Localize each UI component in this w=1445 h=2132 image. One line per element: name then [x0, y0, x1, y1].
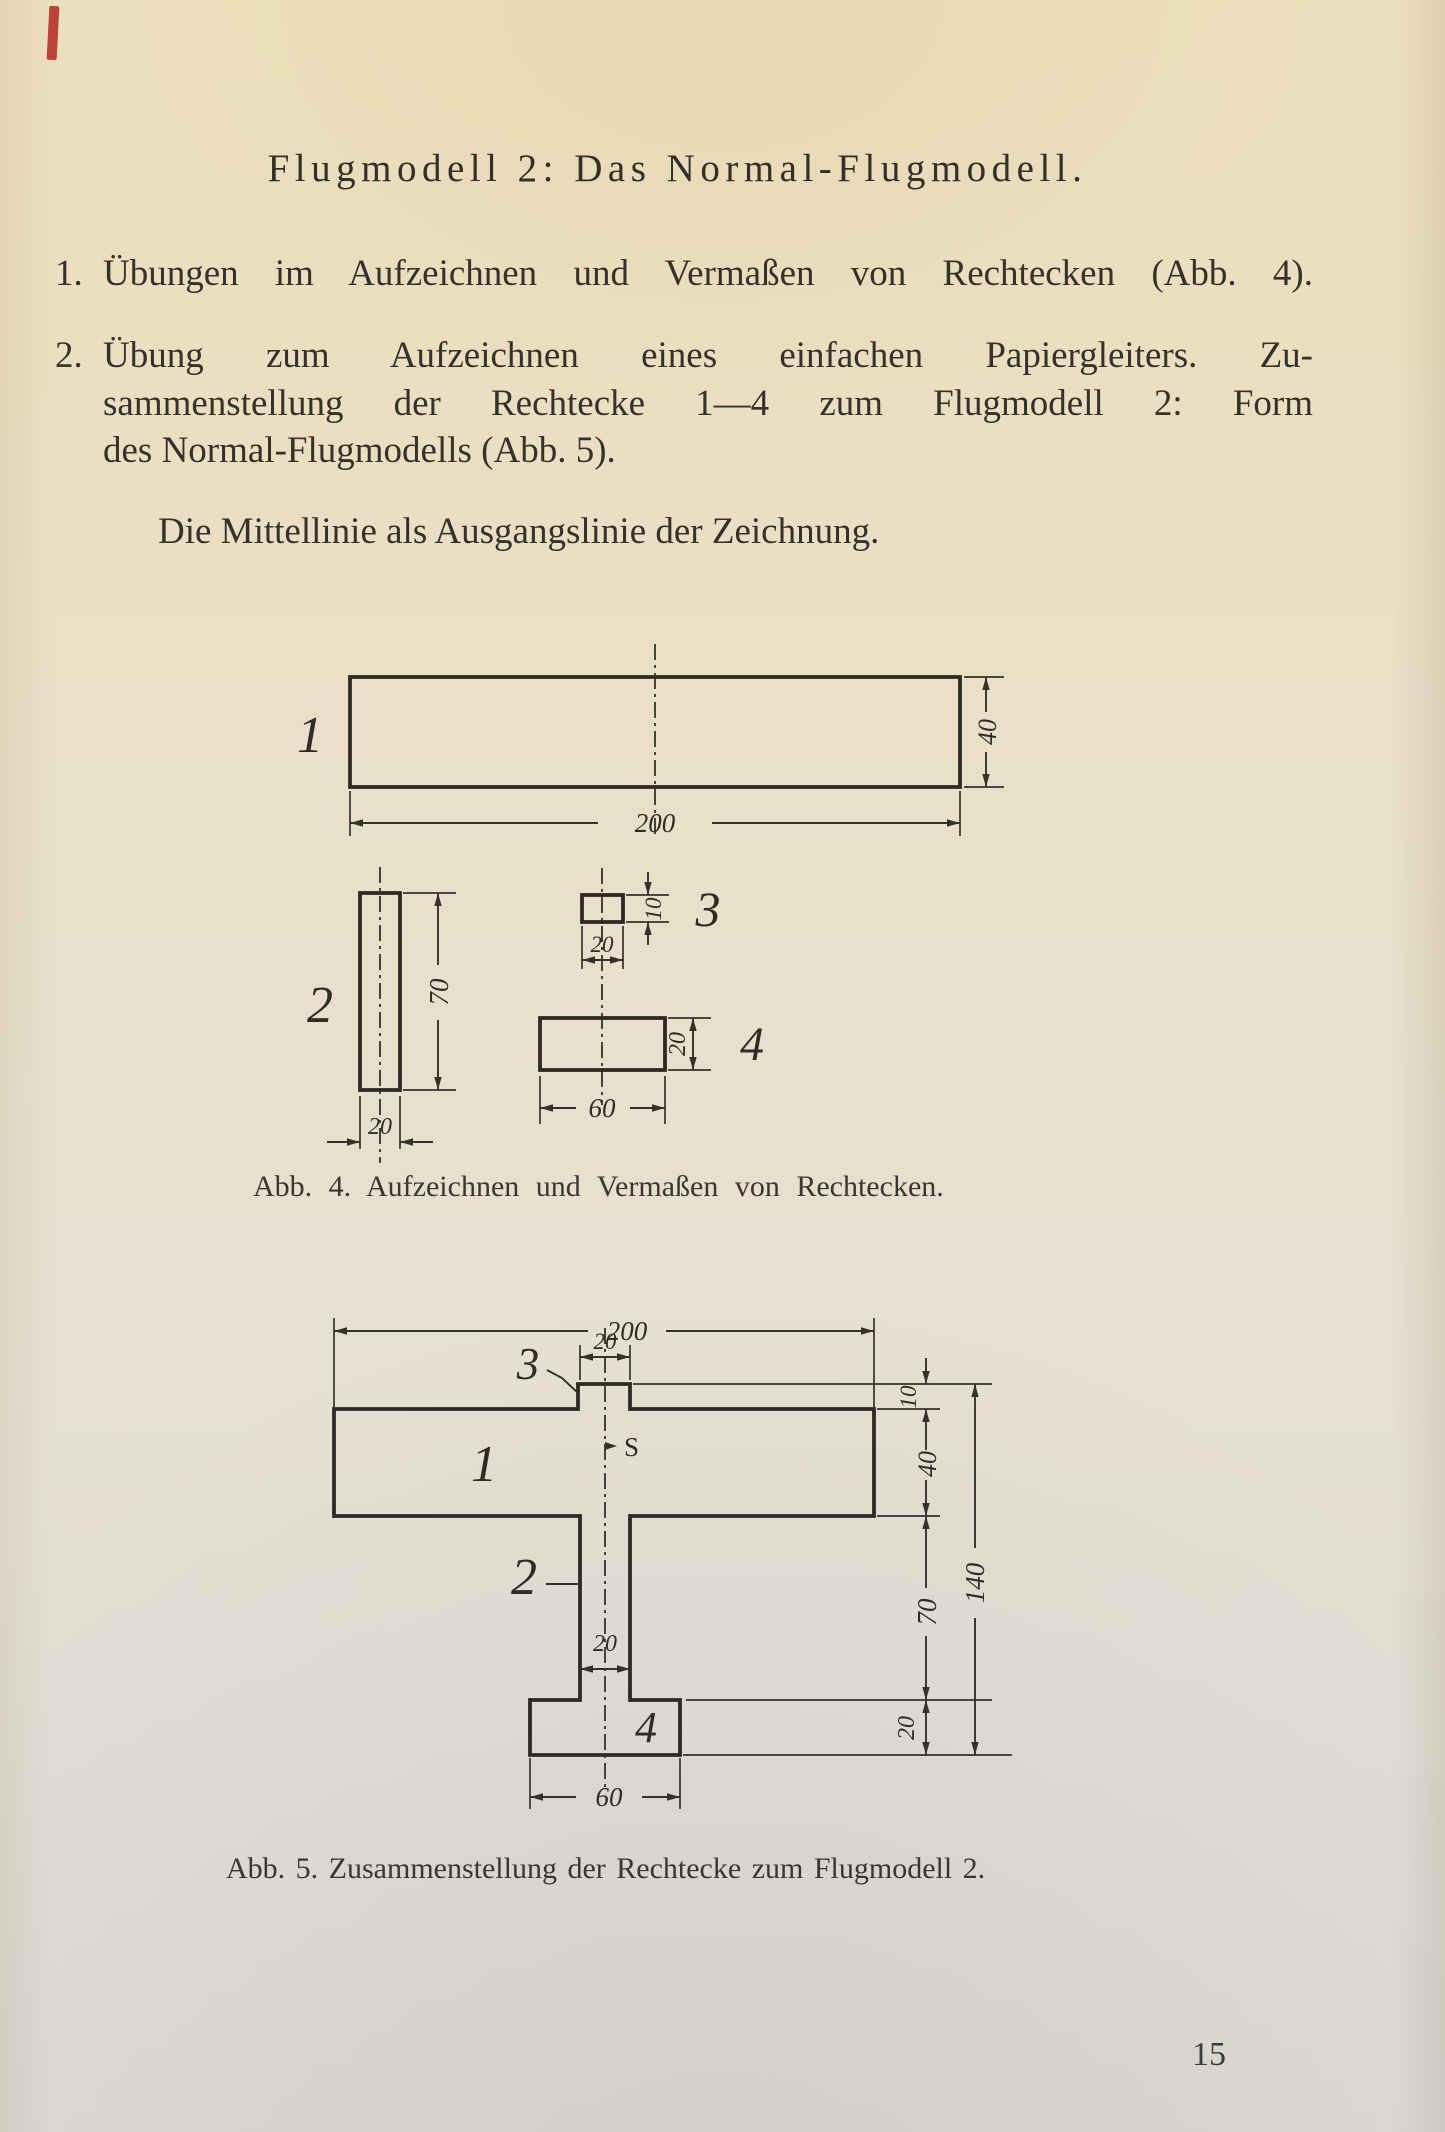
list-item-1: [55, 250, 1313, 298]
tab-width-dim: 20: [593, 1329, 617, 1354]
wing-height-dim: 40: [913, 1451, 942, 1477]
rect3-width-dim: 20: [590, 932, 614, 957]
list-item-2-line3: des Normal-Flugmodells (Abb. 5).: [103, 430, 616, 471]
rect3-height-dim: 10: [641, 897, 666, 921]
rect4-label: 4: [740, 1018, 764, 1071]
rect4-group: [540, 1018, 764, 1124]
list-item-1-text: Übungen im Aufzeichnen und Vermaßen von Rechtecken (Abb. 4).: [103, 253, 1313, 294]
part2-label: 2: [511, 1549, 537, 1606]
part3-label: 3: [516, 1339, 540, 1389]
abb5-caption: Abb. 5. Zusammenstellung der Rechtecke zum Flugmodell 2.: [226, 1852, 986, 1885]
rect4-width-dim: 60: [588, 1093, 616, 1123]
page-heading: Flugmodell 2: Das Normal-Flugmodell.: [267, 147, 1088, 190]
centerline-note: Die Mittellinie als Ausgangslinie der Zeichnung.: [158, 511, 880, 552]
abb4-technical-drawing: [280, 630, 1060, 1175]
list-item-2-line2: sammenstellung der Rechtecke 1—4 zum Flugmodell 2: Form: [103, 382, 1313, 424]
gravity-point-label: S: [624, 1432, 640, 1462]
rect2-label: 2: [307, 977, 333, 1034]
tail-width-dim: 60: [595, 1782, 623, 1812]
list-item-2: [55, 332, 1313, 475]
rect2-width-dim: 20: [368, 1114, 392, 1140]
part4-label: 4: [635, 1703, 657, 1752]
rect4-height-dim: 20: [665, 1032, 691, 1056]
label3-leader: [547, 1370, 578, 1393]
rect2-group: [307, 867, 456, 1163]
abb4-caption: Abb. 4. Aufzeichnen und Vermaßen von Rechtecken.: [253, 1170, 944, 1203]
page-number: 15: [1192, 2036, 1226, 2073]
list-item-1-number: 1.: [55, 253, 83, 294]
fuselage-width-dim: 20: [593, 1631, 617, 1657]
rect1-group: [297, 644, 1004, 838]
total-width-dim: 200: [606, 1316, 648, 1346]
fuselage-height-dim: 70: [912, 1598, 942, 1626]
list-item-2-line1: Übung zum Aufzeichnen eines einfachen Papiergleiters. Zu-: [103, 335, 1313, 376]
list-item-2-number: 2.: [55, 335, 83, 376]
rect2-height-dim: 70: [424, 978, 454, 1006]
total-height-dim: 140: [960, 1562, 990, 1604]
rect3-label: 3: [695, 881, 721, 937]
rect1-label: 1: [297, 707, 323, 764]
part1-label: 1: [471, 1436, 497, 1493]
gravity-point-arrow: [605, 1442, 617, 1450]
abb5-technical-drawing: [300, 1290, 1060, 1820]
red-margin-mark: [47, 6, 60, 60]
rect1-height-dim: 40: [973, 719, 1002, 745]
tab-height-dim: 10: [896, 1385, 921, 1409]
rect1-width-dim: 200: [634, 808, 676, 838]
tail-height-dim: 20: [894, 1716, 920, 1740]
